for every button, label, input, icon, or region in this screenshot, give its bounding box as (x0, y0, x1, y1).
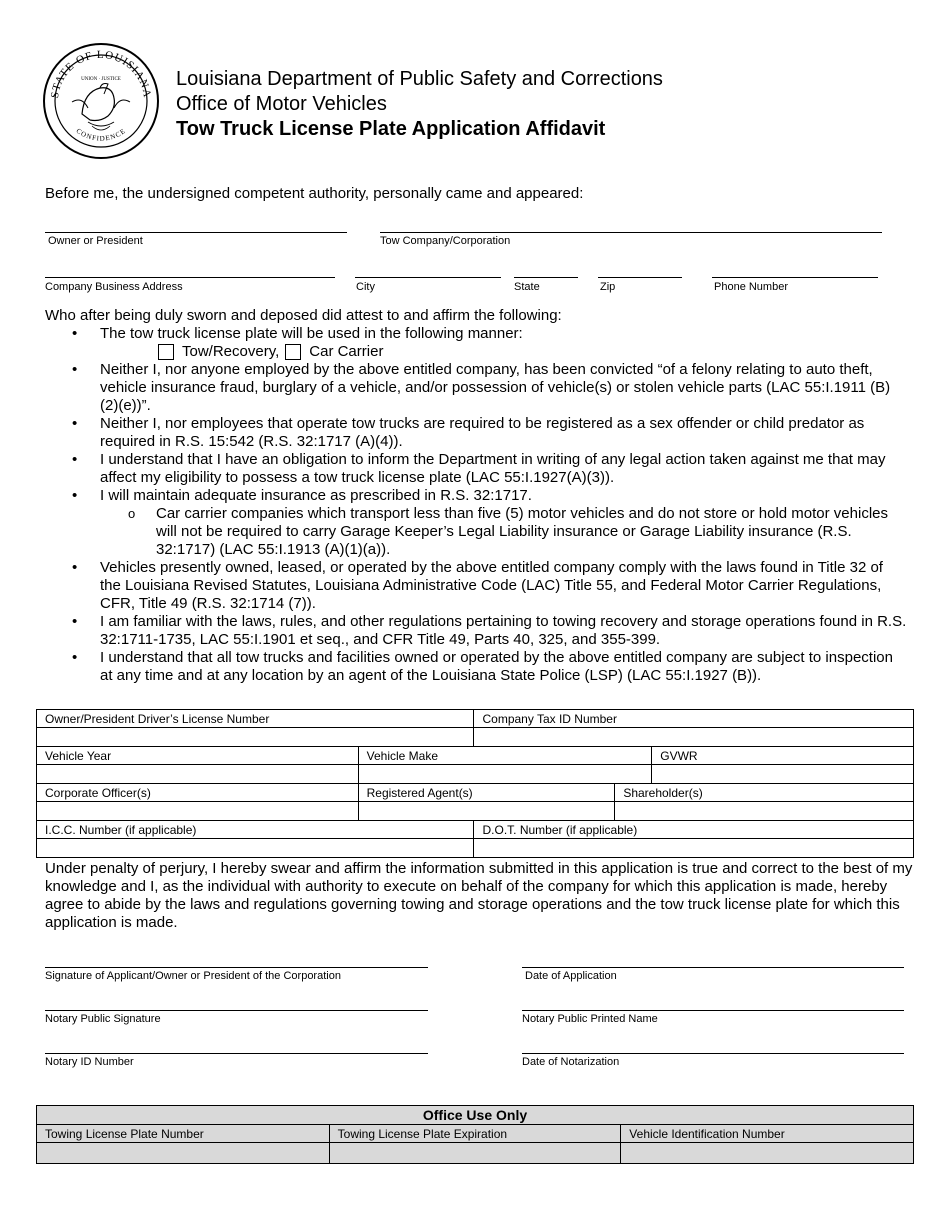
state-seal-logo (42, 42, 160, 160)
icc-input[interactable] (37, 839, 474, 858)
seal-bottom-text: CONFIDENCE (74, 126, 128, 143)
applicant-signature-label: Signature of Applicant/Owner or President of the Corporation (45, 970, 341, 982)
vin-input[interactable] (621, 1143, 914, 1164)
list-item: • I am familiar with the laws, rules, and other regulations pertaining to towing recovery and storage operations found in R.S. 32:1711-1735, LAC 55:I.1901 et seq., and CFR Title 49, Parts 40, 325, and 355-399. (72, 613, 907, 648)
dot-input[interactable] (474, 839, 914, 858)
vehicle-info-table (36, 709, 914, 858)
car-carrier-checkbox[interactable] (285, 344, 301, 360)
vehicle-year-label: Vehicle Year (37, 747, 359, 765)
seal-top-text: STATE OF LOUISIANA (49, 48, 154, 99)
gvwr-input[interactable] (652, 765, 914, 784)
car-carrier-label: Car Carrier (309, 343, 384, 360)
list-item: • I will maintain adequate insurance as prescribed in R.S. 32:1717. o Car carrier companies which transport less than five (5) motor vehicles and do not store or hold motor vehicles will not be required to carry Garage Keeper’s Legal Liability insurance or Garage Liability insurance (R.S. 32:1717) (LAC 55:I.1913 (A)(1)(a)). (72, 487, 907, 559)
office-use-title: Office Use Only (37, 1106, 914, 1125)
list-item: • The tow truck license plate will be used in the following manner: Tow/Recovery, Car Carrier (72, 325, 907, 361)
dl-number-input[interactable] (37, 728, 474, 747)
insurance-sublist (100, 505, 907, 559)
reg-agents-input[interactable] (358, 802, 615, 821)
notary-name-label: Notary Public Printed Name (522, 1013, 658, 1025)
svg-text:CONFIDENCE (75, 127, 128, 143)
notary-signature-field[interactable] (45, 1010, 428, 1011)
list-item: • Vehicles presently owned, leased, or operated by the above entitled company comply with the laws found in Title 32 of the Louisiana Revised Statutes, Louisiana Administrative Code (LAC) Title 55, and Federal Motor Carrier Regulations, CFR, Title 49 (R.S. 32:1714 (7)). (72, 559, 883, 612)
office-name: Office of Motor Vehicles (176, 93, 387, 115)
office-use-table (36, 1105, 914, 1164)
tax-id-label: Company Tax ID Number (474, 710, 914, 728)
seal-motto: UNION · JUSTICE (81, 77, 121, 82)
phone-field[interactable] (712, 277, 878, 278)
notary-name-field[interactable] (522, 1010, 904, 1011)
tax-id-input[interactable] (474, 728, 914, 747)
applicant-signature-field[interactable] (45, 967, 428, 968)
vehicle-year-input[interactable] (37, 765, 359, 784)
plate-expiration-input[interactable] (329, 1143, 621, 1164)
list-item: • Neither I, nor employees that operate tow trucks are required to be registered as a sex offender or child predator as required in R.S. 15:542 (R.S. 32:1717 (A)(4)). (72, 415, 865, 450)
notary-id-field[interactable] (45, 1053, 428, 1054)
owner-label: Owner or President (48, 235, 143, 247)
vehicle-make-input[interactable] (358, 765, 652, 784)
notarization-date-field[interactable] (522, 1053, 904, 1054)
list-item: • Neither I, nor anyone employed by the above entitled company, has been convicted “of a felony relating to auto theft, vehicle insurance fraud, burglary of a vehicle, and/or possession of vehicle(s) or stolen vehicle parts (LAC 55:I.1911 (B)(2)(e))”. (72, 361, 891, 414)
company-label: Tow Company/Corporation (380, 235, 511, 247)
affirm-intro: Who after being duly sworn and deposed did attest to and affirm the following: (45, 307, 562, 324)
state-field[interactable] (514, 277, 578, 278)
plate-number-label: Towing License Plate Number (37, 1125, 330, 1143)
application-date-label: Date of Application (525, 970, 617, 982)
owner-field[interactable] (45, 232, 347, 233)
gvwr-label: GVWR (652, 747, 914, 765)
application-date-field[interactable] (522, 967, 904, 968)
list-item: • I understand that all tow trucks and facilities owned or operated by the above entitled company are subject to inspection at any time and at any location by an agent of the Louisiana State Police (LSP) (LAC 55:I.1927 (B)). (72, 649, 893, 684)
address-label: Company Business Address (45, 281, 183, 293)
shareholders-input[interactable] (615, 802, 914, 821)
dl-number-label: Owner/President Driver’s License Number (37, 710, 474, 728)
notary-signature-label: Notary Public Signature (45, 1013, 161, 1025)
reg-agents-label: Registered Agent(s) (358, 784, 615, 802)
tow-recovery-checkbox[interactable] (158, 344, 174, 360)
state-label: State (514, 281, 540, 293)
department-name: Louisiana Department of Public Safety and Corrections (176, 68, 663, 90)
corp-officers-input[interactable] (37, 802, 359, 821)
vin-label: Vehicle Identification Number (621, 1125, 914, 1143)
corp-officers-label: Corporate Officer(s) (37, 784, 359, 802)
form-title: Tow Truck License Plate Application Affidavit (176, 118, 606, 140)
dot-label: D.O.T. Number (if applicable) (474, 821, 914, 839)
tow-recovery-label: Tow/Recovery, (182, 343, 280, 360)
notarization-date-label: Date of Notarization (522, 1056, 620, 1068)
city-label: City (356, 281, 375, 293)
plate-expiration-label: Towing License Plate Expiration (329, 1125, 621, 1143)
phone-label: Phone Number (714, 281, 788, 293)
perjury-statement: Under penalty of perjury, I hereby swear and affirm the information submitted in this application is true and correct to the best of my knowledge and I, as the individual with authority to execute on behalf of the company for which this application is made, hereby agree to abide by the laws and regulations governing towing and storage operations and the tow truck license plate for which this application is made. (45, 860, 913, 931)
notary-id-label: Notary ID Number (45, 1056, 134, 1068)
sublist-item: o Car carrier companies which transport less than five (5) motor vehicles and do not store or hold motor vehicles will not be required to carry Garage Keeper’s Legal Liability insurance or Garage Liability insurance (R.S. 32:1717) (LAC 55:I.1913 (A)(1)(a)). (128, 505, 888, 558)
intro-text: Before me, the undersigned competent authority, personally came and appeared: (45, 185, 584, 202)
company-field[interactable] (380, 232, 882, 233)
vehicle-make-label: Vehicle Make (358, 747, 652, 765)
address-field[interactable] (45, 277, 335, 278)
zip-field[interactable] (598, 277, 682, 278)
zip-label: Zip (600, 281, 616, 293)
shareholders-label: Shareholder(s) (615, 784, 914, 802)
city-field[interactable] (355, 277, 501, 278)
plate-number-input[interactable] (37, 1143, 330, 1164)
affirmation-list (72, 325, 907, 685)
usage-options (100, 343, 907, 361)
list-item: • I understand that I have an obligation to inform the Department in writing of any legal action taken against me that may affect my eligibility to possess a tow truck license plate (LAC 55:I.1927(A)(3)). (72, 451, 886, 486)
icc-label: I.C.C. Number (if applicable) (37, 821, 474, 839)
